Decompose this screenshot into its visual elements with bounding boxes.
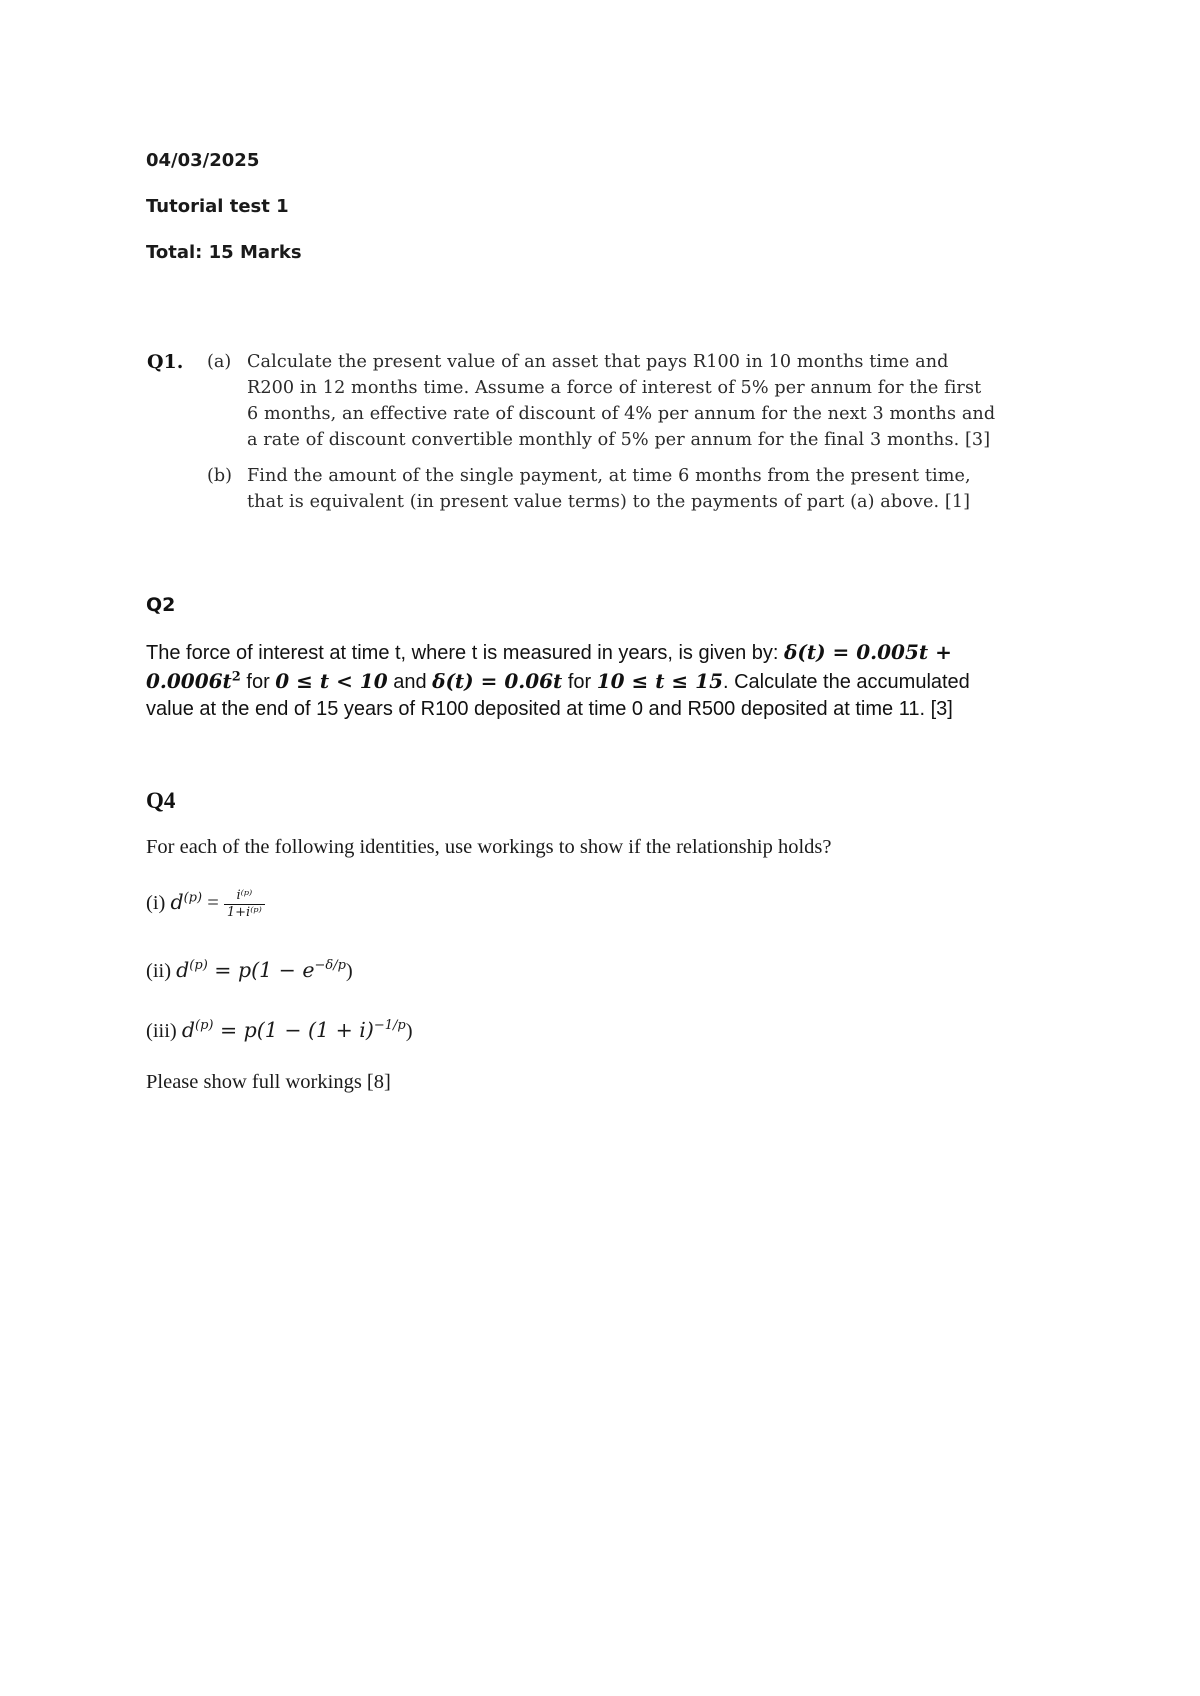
q4-iii-rhs: = p(1 − (1 + i) [213, 1018, 374, 1042]
q4-intro: For each of the following identities, use workings to show if the relationship holds? [146, 836, 832, 858]
q2-line-2-tail: . Calculate the accumulated [723, 671, 970, 693]
q4-iii-close: ) [405, 1020, 413, 1042]
q2-heading: Q2 [146, 594, 176, 616]
q1b-line-1: Find the amount of the single payment, at time 6 months from the present time, [247, 466, 971, 486]
q4-ii-label: (ii) [146, 960, 177, 982]
q2-line-2 [146, 669, 970, 694]
q4-iii-label: (iii) [146, 1020, 182, 1042]
q4-ii-exp: −δ/p [314, 958, 346, 974]
q4-i-lhs: d [170, 890, 184, 915]
q4-i-sup: (p) [183, 890, 203, 906]
q2-line-1-text: The force of interest at time t, where t is measured in years, is given by: [146, 642, 785, 664]
q2-range-1: 0 ≤ t < 10 [275, 669, 388, 693]
q1a-line-2: R200 in 12 months time. Assume a force of interest of 5% per annum for the first [247, 378, 982, 398]
q4-ii-close: ) [345, 960, 353, 982]
q1b-label: (b) [207, 466, 232, 486]
q1a-line-1: Calculate the present value of an asset that pays R100 in 10 months time and [247, 352, 949, 372]
q4-iii-lhs: d [181, 1018, 195, 1042]
q4-item-ii [146, 958, 353, 983]
q2-for-2: for [562, 671, 597, 693]
q4-closing: Please show full workings [8] [146, 1071, 391, 1093]
q4-i-eq: = [202, 892, 224, 915]
q2-formula-2: 0.0006t [146, 669, 232, 693]
q2-exponent: 2 [231, 669, 241, 685]
q4-iii-exp: −1/p [373, 1018, 406, 1034]
q4-i-label: (i) [146, 892, 171, 915]
q2-line-1 [146, 640, 952, 665]
q4-ii-rhs: = p(1 − e [207, 958, 315, 982]
q4-ii-sup: (p) [189, 958, 208, 974]
q1a-line-4: a rate of discount convertible monthly of 5% per annum for the final 3 months. [3] [247, 430, 991, 450]
q4-ii-lhs: d [176, 958, 190, 982]
q1-label: Q1. [147, 351, 184, 373]
test-title: Tutorial test 1 [146, 196, 289, 217]
q2-formula-1: δ(t) = 0.005t + [784, 640, 952, 664]
q2-for-1: for [240, 671, 276, 693]
q2-line-3: value at the end of 15 years of R100 deposited at time 0 and R500 deposited at time 11. [3] [146, 698, 953, 720]
q4-item-i [146, 888, 265, 921]
q4-i-numerator: i⁽ᵖ⁾ [236, 888, 253, 903]
test-date: 04/03/2025 [146, 150, 260, 171]
q4-heading: Q4 [146, 788, 176, 813]
q2-and: and [387, 671, 433, 693]
q1a-label: (a) [207, 352, 232, 372]
q4-i-fraction [224, 888, 265, 921]
q4-iii-sup: (p) [195, 1018, 214, 1034]
q2-range-2: 10 ≤ t ≤ 15 [596, 669, 723, 693]
q2-formula-3: δ(t) = 0.06t [432, 669, 563, 693]
q1a-line-3: 6 months, an effective rate of discount of 4% per annum for the next 3 months and [247, 404, 996, 424]
q4-item-iii [146, 1018, 413, 1043]
q1b-line-2: that is equivalent (in present value terms) to the payments of part (a) above. [1] [247, 492, 971, 512]
total-marks: Total: 15 Marks [146, 242, 302, 263]
q4-i-denominator: 1+i⁽ᵖ⁾ [224, 904, 265, 921]
